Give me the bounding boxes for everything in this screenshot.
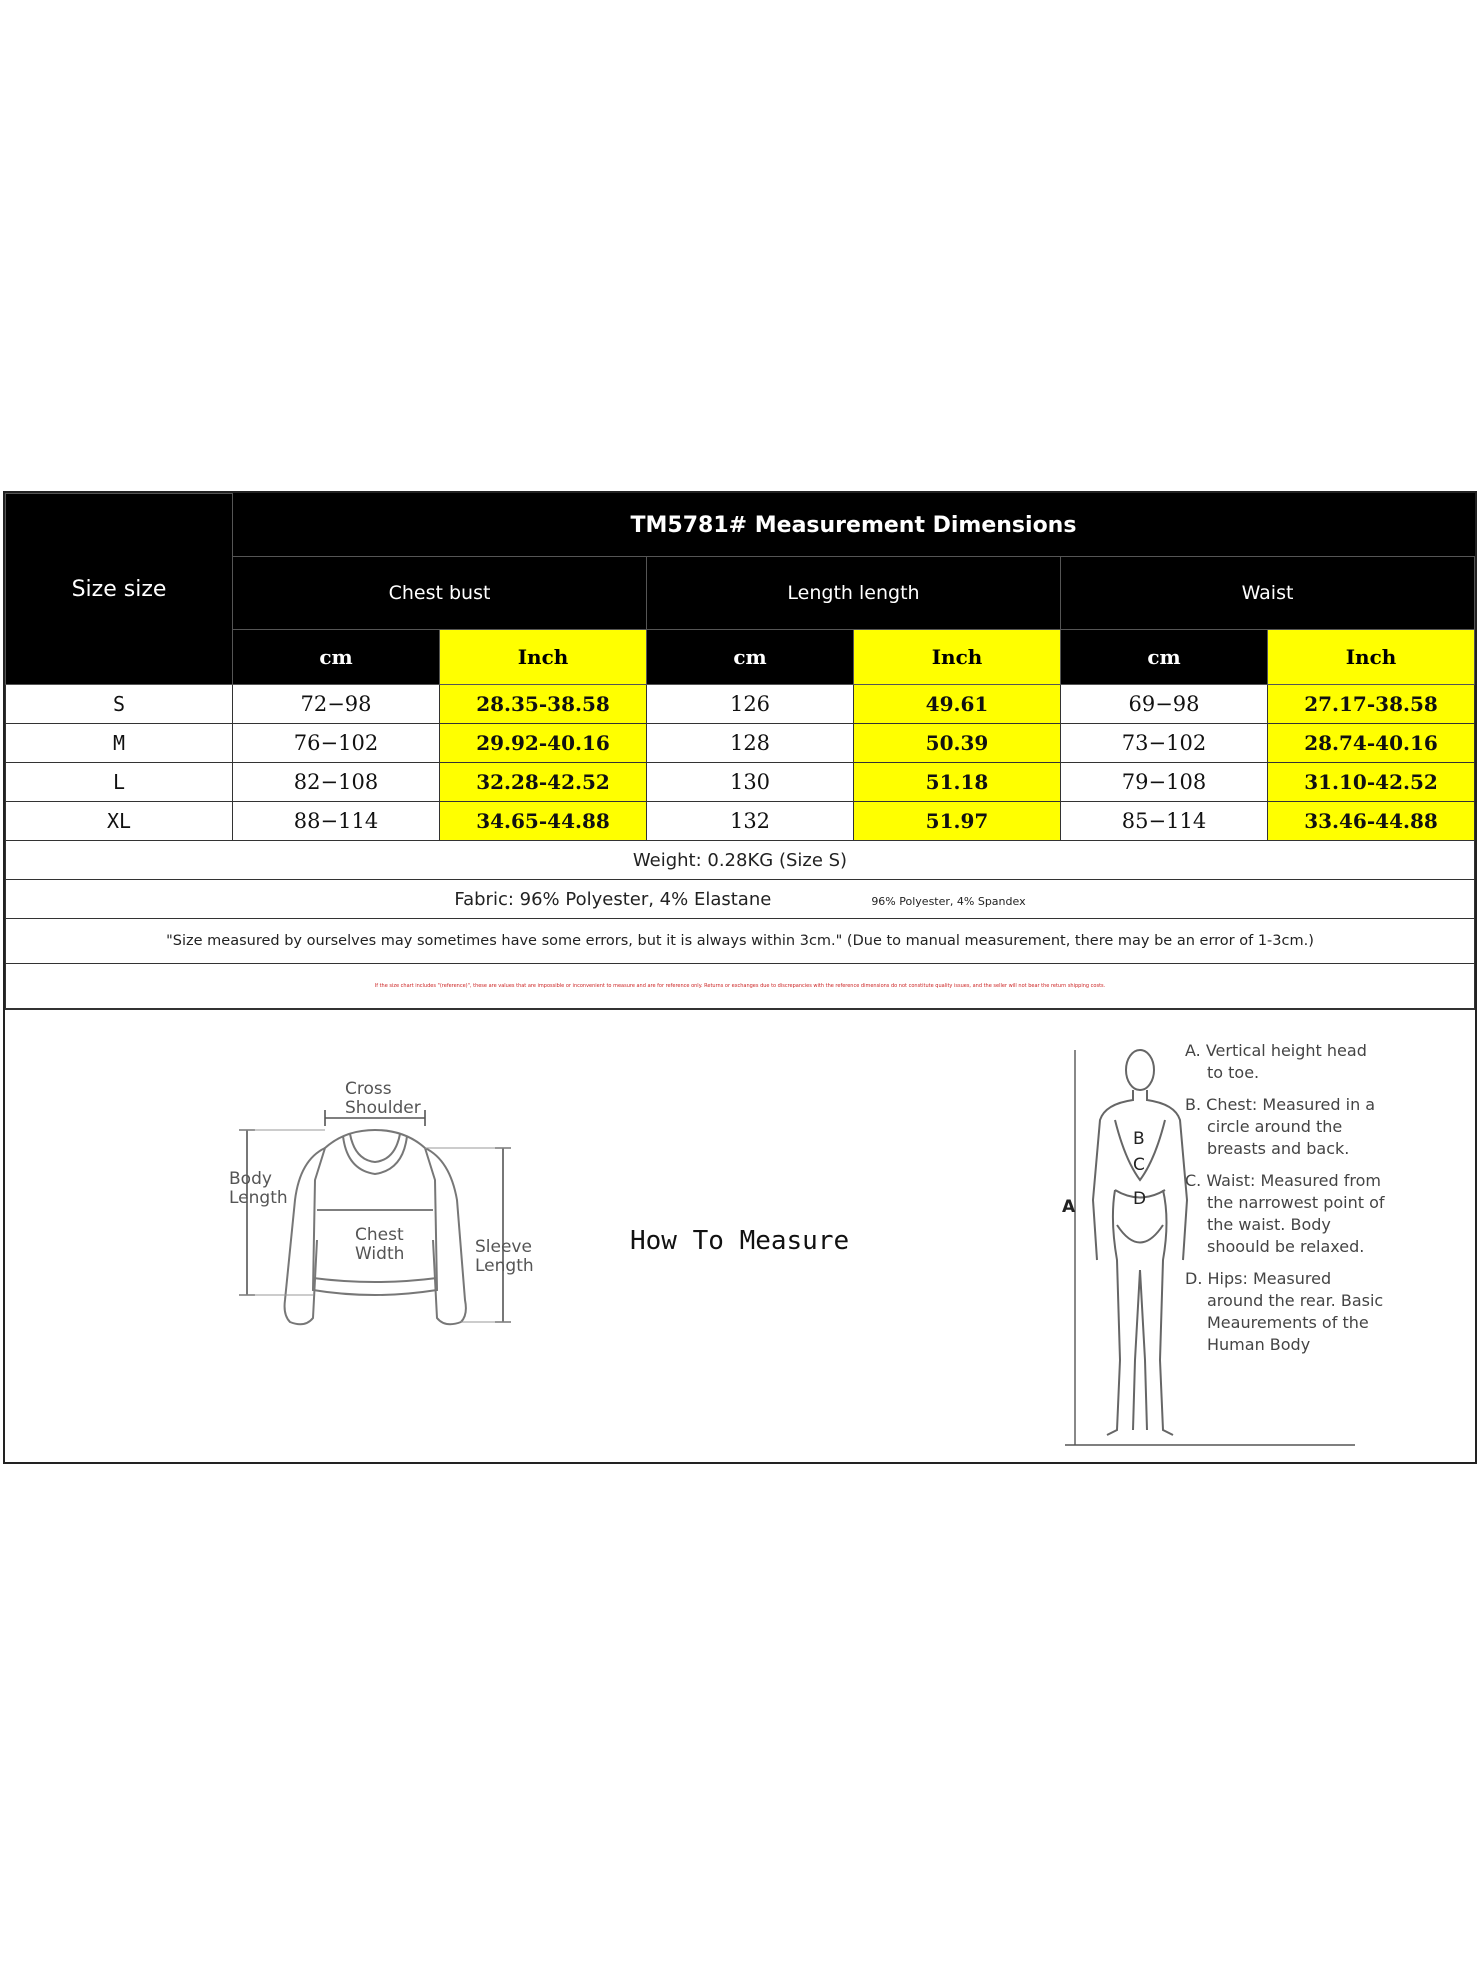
length-cm: 126 bbox=[647, 685, 854, 724]
group-length: Length length bbox=[647, 557, 1061, 630]
weight-row bbox=[6, 841, 1475, 880]
error-note: "Size measured by ourselves may sometimes have some errors, but it is always within 3cm." (Due to manual measurement, there may be an error of 1-3cm.) bbox=[6, 919, 1475, 964]
chest-width-label: Chest Width bbox=[355, 1225, 405, 1264]
size-table bbox=[5, 493, 1475, 1009]
legend-item: B. Chest: Measured in a circle around the breasts and back. bbox=[1185, 1095, 1376, 1158]
sleeve-length-label: Sleeve Length bbox=[475, 1237, 534, 1276]
length-inch: 49.61 bbox=[854, 685, 1061, 724]
length-inch: 51.97 bbox=[854, 802, 1061, 841]
length-cm: 132 bbox=[647, 802, 854, 841]
chest-cm: 76−102 bbox=[233, 724, 440, 763]
body-letter-d: D bbox=[1133, 1189, 1147, 1209]
fabric-small-text: 96% Polyester, 4% Spandex bbox=[871, 894, 1026, 908]
chest-inch: 29.92-40.16 bbox=[440, 724, 647, 763]
table-row bbox=[6, 685, 1475, 724]
chest-inch: 28.35-38.58 bbox=[440, 685, 647, 724]
body-letter-a: A bbox=[1062, 1197, 1076, 1217]
fabric-text: Fabric: 96% Polyester, 4% Elastane bbox=[454, 888, 772, 910]
how-to-measure-title: How To Measure bbox=[630, 1226, 850, 1256]
size-chart bbox=[3, 491, 1477, 1464]
length-cm: 130 bbox=[647, 763, 854, 802]
fabric-row bbox=[6, 880, 1475, 919]
legend-item: C. Waist: Measured from the narrowest point of the waist. Body shoould be relaxed. bbox=[1185, 1171, 1385, 1256]
chest-inch: 32.28-42.52 bbox=[440, 763, 647, 802]
waist-cm: 73−102 bbox=[1061, 724, 1268, 763]
size-cell: S bbox=[6, 685, 233, 724]
cross-shoulder-label: Cross Shoulder bbox=[345, 1079, 421, 1118]
reference-note: If the size chart includes "(reference)", these are values that are impossible or inconvenient to measure and are for reference only. Returns or exchanges due to discrepancies with the reference dimensions do not constitute quality issues, and the seller will not bear the return shipping costs. bbox=[6, 964, 1475, 1009]
fabric-cell bbox=[6, 880, 1475, 919]
body-letter-c: C bbox=[1133, 1155, 1145, 1175]
reference-note-row bbox=[6, 964, 1475, 1009]
length-inch: 51.18 bbox=[854, 763, 1061, 802]
waist-cm: 69−98 bbox=[1061, 685, 1268, 724]
body-letter-b: B bbox=[1133, 1129, 1145, 1149]
legend-item: A. Vertical height head to toe. bbox=[1185, 1041, 1367, 1082]
size-header: Size size bbox=[6, 494, 233, 685]
body-length-label: Body Length bbox=[229, 1169, 288, 1208]
unit-cm: cm bbox=[1061, 630, 1268, 685]
chest-cm: 82−108 bbox=[233, 763, 440, 802]
waist-inch: 27.17-38.58 bbox=[1268, 685, 1475, 724]
size-cell: L bbox=[6, 763, 233, 802]
size-cell: XL bbox=[6, 802, 233, 841]
waist-cm: 79−108 bbox=[1061, 763, 1268, 802]
chest-inch: 34.65-44.88 bbox=[440, 802, 647, 841]
chart-title: TM5781# Measurement Dimensions bbox=[233, 494, 1475, 557]
length-inch: 50.39 bbox=[854, 724, 1061, 763]
group-waist: Waist bbox=[1061, 557, 1475, 630]
size-cell: M bbox=[6, 724, 233, 763]
measure-legend bbox=[1185, 1040, 1385, 1366]
waist-inch: 33.46-44.88 bbox=[1268, 802, 1475, 841]
chest-cm: 72−98 bbox=[233, 685, 440, 724]
table-row bbox=[6, 802, 1475, 841]
unit-inch: Inch bbox=[854, 630, 1061, 685]
error-note-row bbox=[6, 919, 1475, 964]
group-chest: Chest bust bbox=[233, 557, 647, 630]
how-to-measure-section bbox=[5, 1009, 1475, 1462]
unit-cm: cm bbox=[233, 630, 440, 685]
table-row bbox=[6, 724, 1475, 763]
unit-inch: Inch bbox=[440, 630, 647, 685]
legend-item: D. Hips: Measured around the rear. Basic Meaurements of the Human Body bbox=[1185, 1269, 1384, 1354]
weight-text: Weight: 0.28KG (Size S) bbox=[6, 841, 1475, 880]
unit-inch: Inch bbox=[1268, 630, 1475, 685]
length-cm: 128 bbox=[647, 724, 854, 763]
chest-cm: 88−114 bbox=[233, 802, 440, 841]
waist-inch: 31.10-42.52 bbox=[1268, 763, 1475, 802]
unit-cm: cm bbox=[647, 630, 854, 685]
waist-cm: 85−114 bbox=[1061, 802, 1268, 841]
waist-inch: 28.74-40.16 bbox=[1268, 724, 1475, 763]
table-row bbox=[6, 763, 1475, 802]
